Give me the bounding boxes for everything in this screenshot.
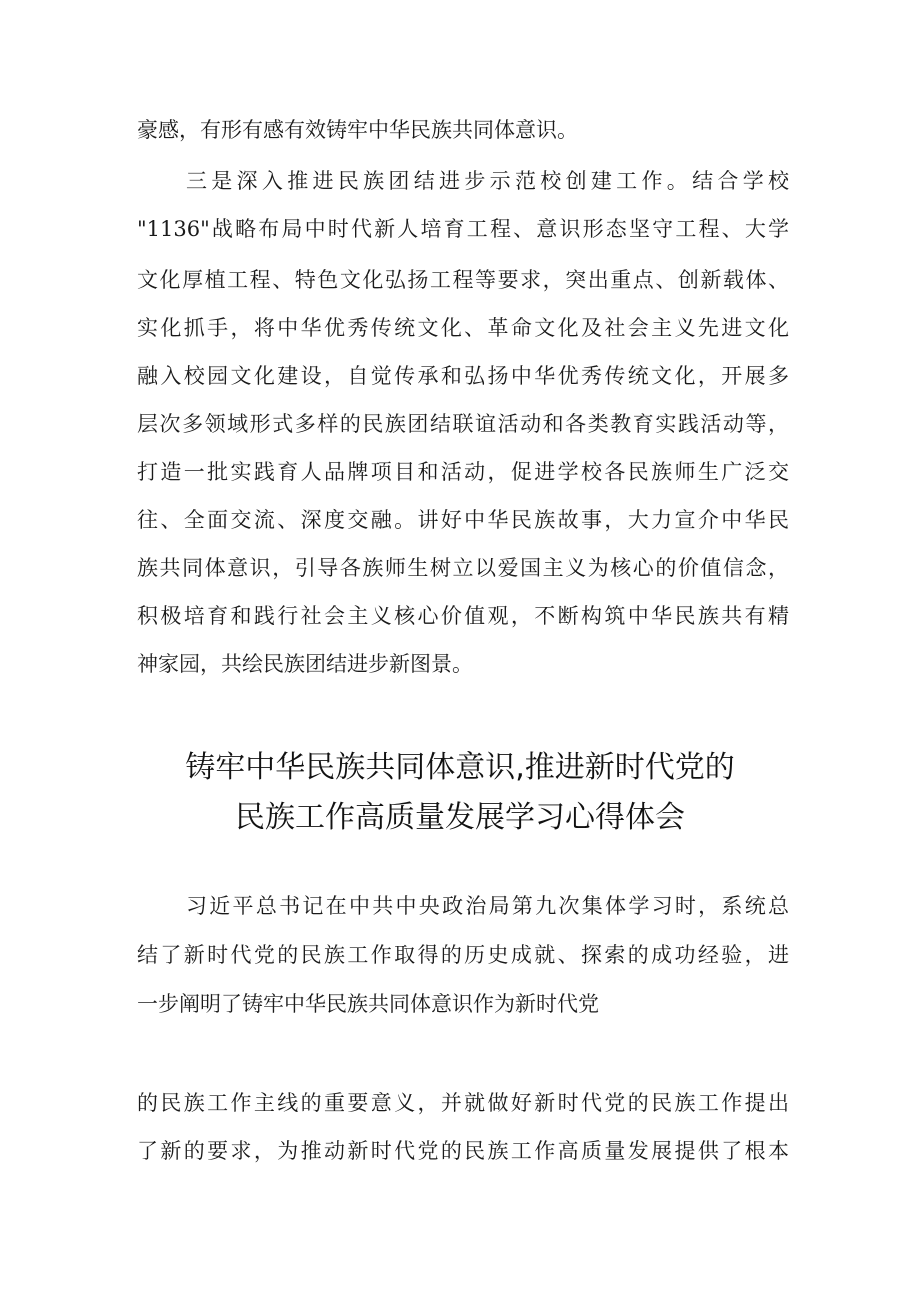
paragraph-line: 习近平总书记在中共中央政治局第九次集体学习时，系统总 [186,894,789,918]
paragraph-line: 一步阐明了铸牢中华民族共同体意识作为新时代党 [137,992,599,1016]
paragraph-line: 实化抓手，将中华优秀传统文化、革命文化及社会主义先进文化 [137,316,789,340]
paragraph-line: 文化厚植工程、特色文化弘扬工程等要求，突出重点、创新载体、 [137,268,789,292]
paragraph-line: 三是深入推进民族团结进步示范校创建工作。结合学校 [186,169,789,193]
paragraph-line: 往、全面交流、深度交融。讲好中华民族故事，大力宣介中华民 [137,508,789,532]
paragraph-line: 族共同体意识，引导各族师生树立以爱国主义为核心的价值信念， [137,556,789,580]
paragraph-line: 豪感，有形有感有效铸牢中华民族共同体意识。 [137,118,578,142]
paragraph-line: 融入校园文化建设，自觉传承和弘扬中华优秀传统文化，开展多 [137,364,789,388]
article-title-line-2: 民族工作高质量发展学习心得体会 [235,800,685,835]
paragraph-line: 积极培育和践行社会主义核心价值观，不断构筑中华民族共有精 [137,604,789,628]
paragraph-line: 结了新时代党的民族工作取得的历史成就、探索的成功经验，进 [137,943,789,967]
paragraph-line: 层次多领域形式多样的民族团结联谊活动和各类教育实践活动等， [137,412,789,436]
article-title-line-1: 铸牢中华民族共同体意识,推进新时代党的 [185,750,735,785]
paragraph-line: "1136"战略布局中时代新人培育工程、意识形态坚守工程、大学 [137,217,789,241]
paragraph-line: 神家园，共绘民族团结进步新图景。 [137,652,473,676]
paragraph-line: 了新的要求，为推动新时代党的民族工作高质量发展提供了根本 [137,1139,789,1163]
paragraph-line: 的民族工作主线的重要意义，并就做好新时代党的民族工作提出 [137,1091,789,1115]
paragraph-line: 打造一批实践育人品牌项目和活动，促进学校各民族师生广泛交 [137,460,789,484]
